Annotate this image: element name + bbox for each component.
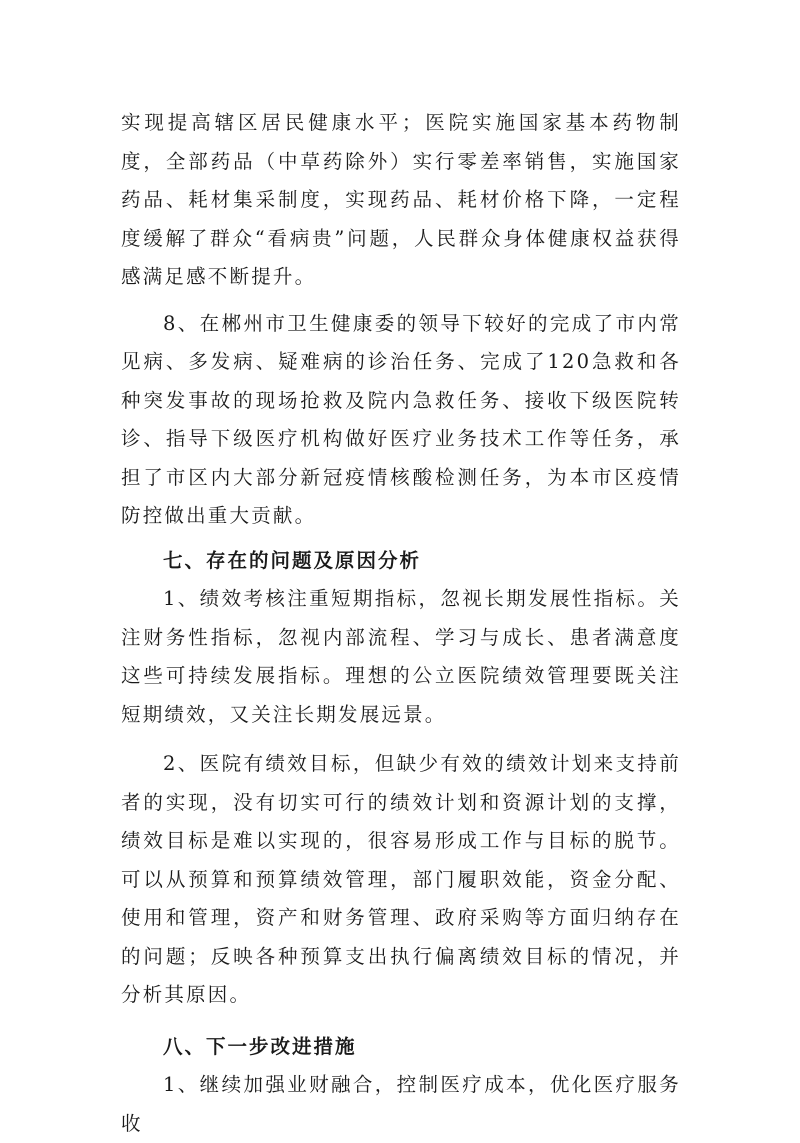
section-heading-problems: 七、存在的问题及原因分析 [163,548,422,572]
section-heading-improvements: 八、下一步改进措施 [163,1034,357,1058]
page-content [121,104,681,1143]
paragraph-problem-1: 1、绩效考核注重短期指标，忽视长期发展性指标。关注财务性指标，忽视内部流程、学习与成长、患者满意度这些可持续发展指标。理想的公立医院绩效管理要既关注短期绩效，又关注长期发展远景。 [121,587,681,726]
paragraph-item-8: 8、在郴州市卫生健康委的领导下较好的完成了市内常见病、多发病、疑难病的诊治任务、完成了120急救和各种突发事故的现场抢救及院内急救任务、接收下级医院转诊、指导下级医疗机构做好医疗业务技术工作等任务，承担了市区内大部分新冠疫情核酸检测任务，为本市区疫情防控做出重大贡献。 [121,311,681,527]
paragraph-health-level: 实现提高辖区居民健康水平；医院实施国家基本药物制度，全部药品（中草药除外）实行零差率销售，实施国家药品、耗材集采制度，实现药品、耗材价格下降，一定程度缓解了群众“看病贵”问题，人民群众身体健康权益获得感满足感不断提升。 [121,111,681,288]
paragraph-problem-2: 2、医院有绩效目标，但缺少有效的绩效计划来支持前者的实现，没有切实可行的绩效计划和资源计划的支撑，绩效目标是难以实现的，很容易形成工作与目标的脱节。可以从预算和预算绩效管理，部门履职效能，资金分配、使用和管理，资产和财务管理、政府采购等方面归纳存在的问题；反映各种预算支出执行偏离绩效目标的情况，并分析其原因。 [121,752,681,1006]
paragraph-improvement-1: 1、继续加强业财融合，控制医疗成本，优化医疗服务收 [121,1073,681,1135]
